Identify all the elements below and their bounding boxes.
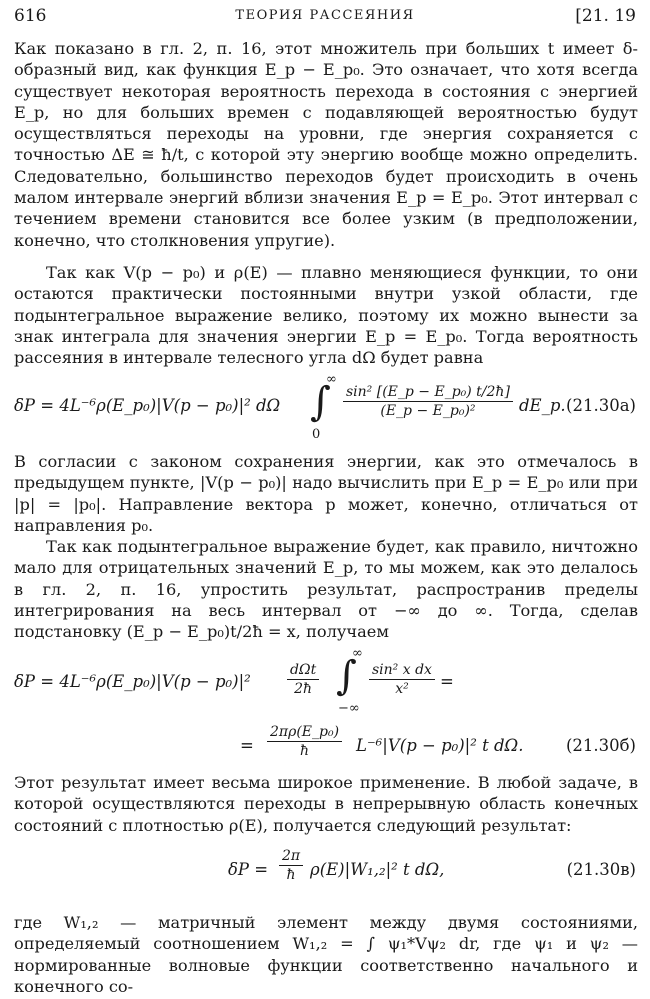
paragraph-text: Так как V(p − p₀) и ρ(E) — плавно меняющиеся функции, то они остаются практически постоянными внутри узкой области, где подынтегральное выражение велико, поэтому их можно вынести за знак интеграла для значения энергии E_p = E_p₀. Тогда вероятность рассеяния в интервале телесного угла dΩ будет равна — [14, 263, 638, 368]
eq-b-f1-numerator: dΩt — [287, 662, 319, 680]
paragraph-6 — [14, 912, 638, 997]
page-header — [14, 6, 636, 32]
eq-a-upper: ∞ — [326, 372, 337, 387]
equation-21-30c — [14, 840, 636, 900]
eq-a-denominator: (E_p − E_p₀)² — [380, 403, 476, 419]
integral-sign: ∫ ∞ −∞ — [336, 646, 363, 716]
eq-b-f2-denominator: x² — [395, 681, 409, 697]
eq-a-fraction — [343, 384, 513, 419]
eq-c-denominator: ħ — [286, 867, 296, 883]
paragraph-text: Как показано в гл. 2, п. 16, этот множитель при больших t имеет δ-образный вид, как функция E_p − E_p₀. Это означает, что хотя всегда существует некоторая вероятность перехода в состояния с энергией E_p, но для больших времен с подавляющей вероятностью будут осуществляться переходы на уровни, где энергия сохраняется с точностью ΔE ≅ ħ/t, с которой эту энергию вообще можно определить. Следовательно, большинство переходов будет происходить в очень малом интервале энергий вблизи значения E_p = E_p₀. Этот интервал с течением времени становится все более узким (в предположении, конечно, что столкновения упругие). — [14, 39, 638, 250]
paragraph-text: Так как подынтегральное выражение будет, как правило, ничтожно мало для отрицательных значений E_p, то мы можем, как это делалось в гл. 2, п. 16, упростить результат, распространив пределы интегрирования на весь интервал от −∞ до ∞. Тогда, сделав подстановку (E_p − E_p₀)t/2ħ = x, получаем — [14, 537, 638, 642]
paragraph-3 — [14, 451, 638, 536]
paragraph-4 — [14, 536, 638, 642]
section-marker: [21. 19 — [575, 6, 636, 26]
integral-sign: ∫ ∞ 0 — [310, 372, 337, 442]
eq-a-numerator: sin² [(E_p − E_p₀) t/2ħ] — [343, 384, 513, 402]
eq-c-tail: ρ(E)|W₁,₂|² t dΩ, — [310, 860, 445, 879]
paragraph-text: где W₁,₂ — матричный элемент между двумя состояниями, определяемый соотношением W₁,₂ = ∫ ψ₁*Vψ₂ dr, где ψ₁ и ψ₂ — нормированные волновые функции соответственно начального и конечного со- — [14, 913, 638, 996]
eq-c-numerator: 2π — [279, 848, 303, 866]
paragraph-text: В согласии с законом сохранения энергии, как это отмечалось в предыдущем пункте, |V(p − p₀)| надо вычислить при E_p = E_p₀ или при |p| = |p₀|. Направление вектора p может, конечно, отличаться от направления p₀. — [14, 452, 638, 535]
equation-21-30b-line1 — [14, 646, 636, 716]
eq-b2-fraction — [267, 724, 342, 759]
eq-b-f1-denominator: 2ħ — [294, 681, 313, 697]
running-title: ТЕОРИЯ РАССЕЯНИЯ — [235, 8, 415, 23]
eq-c-lhs: δP = — [228, 860, 269, 879]
paragraph-1 — [14, 38, 638, 251]
eq-b-f2-numerator: sin² x dx — [369, 662, 435, 680]
eq-b2-denominator: ħ — [300, 743, 310, 759]
eq-b2-tail: L⁻⁶|V(p − p₀)|² t dΩ. — [356, 736, 524, 755]
eq-a-lower: 0 — [312, 427, 321, 442]
eq-b-fraction-1 — [287, 662, 319, 697]
eq-a-lhs: δP = 4L⁻⁶ρ(E_p₀)|V(p − p₀)|² dΩ — [14, 396, 281, 415]
equation-label: (21.30б) — [565, 736, 636, 755]
paragraph-5 — [14, 772, 638, 836]
equation-21-30b-line2 — [14, 716, 636, 776]
equation-label: (21.30в) — [566, 860, 636, 879]
equation-21-30a — [14, 372, 636, 442]
eq-a-tail: dE_p. — [519, 396, 566, 415]
paragraph-text: Этот результат имеет весьма широкое применение. В любой задаче, в которой осуществляются переходы в непрерывную область конечных состояний с плотностью ρ(E), получается следующий результат: — [14, 773, 638, 835]
equation-label: (21.30а) — [566, 396, 636, 415]
eq-b-lower: −∞ — [338, 701, 360, 716]
eq-c-fraction — [279, 848, 303, 883]
eq-b2-equals: = — [240, 736, 254, 755]
eq-b2-numerator: 2πρ(E_p₀) — [267, 724, 342, 742]
eq-b-equals: = — [440, 672, 454, 691]
paragraph-2 — [14, 262, 638, 368]
eq-b-fraction-2 — [369, 662, 435, 697]
eq-b-lhs: δP = 4L⁻⁶ρ(E_p₀)|V(p − p₀)|² — [14, 672, 251, 691]
page-number: 616 — [14, 6, 47, 26]
eq-b-upper: ∞ — [352, 646, 363, 661]
